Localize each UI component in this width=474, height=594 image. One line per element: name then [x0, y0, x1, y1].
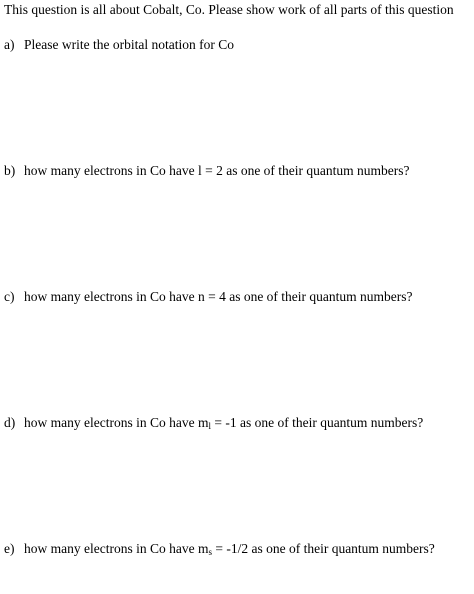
question-a-letter: a) — [4, 37, 15, 52]
question-d-text-before: how many electrons in Co have m — [24, 415, 209, 430]
question-e-letter: e) — [4, 541, 15, 556]
question-e-subscript: s — [208, 547, 212, 557]
question-e — [4, 540, 435, 561]
question-d-text-after: = -1 as one of their quantum numbers? — [210, 415, 424, 430]
question-e-text — [24, 541, 435, 556]
question-d — [4, 414, 423, 435]
question-b — [4, 162, 410, 180]
question-a-text: Please write the orbital notation for Co — [24, 37, 234, 52]
question-b-text: how many electrons in Co have l = 2 as one of their quantum numbers? — [24, 163, 410, 178]
question-e-text-after: = -1/2 as one of their quantum numbers? — [211, 541, 435, 556]
question-c — [4, 288, 413, 306]
worksheet-intro: This question is all about Cobalt, Co. Please show work of all parts of this question — [4, 2, 454, 17]
question-e-text-before: how many electrons in Co have m — [24, 541, 209, 556]
question-a — [4, 36, 234, 54]
question-d-subscript: l — [208, 421, 211, 431]
question-d-letter: d) — [4, 415, 16, 430]
question-c-letter: c) — [4, 289, 15, 304]
question-d-text — [24, 415, 423, 430]
question-b-letter: b) — [4, 163, 16, 178]
question-c-text: how many electrons in Co have n = 4 as one of their quantum numbers? — [24, 289, 413, 304]
